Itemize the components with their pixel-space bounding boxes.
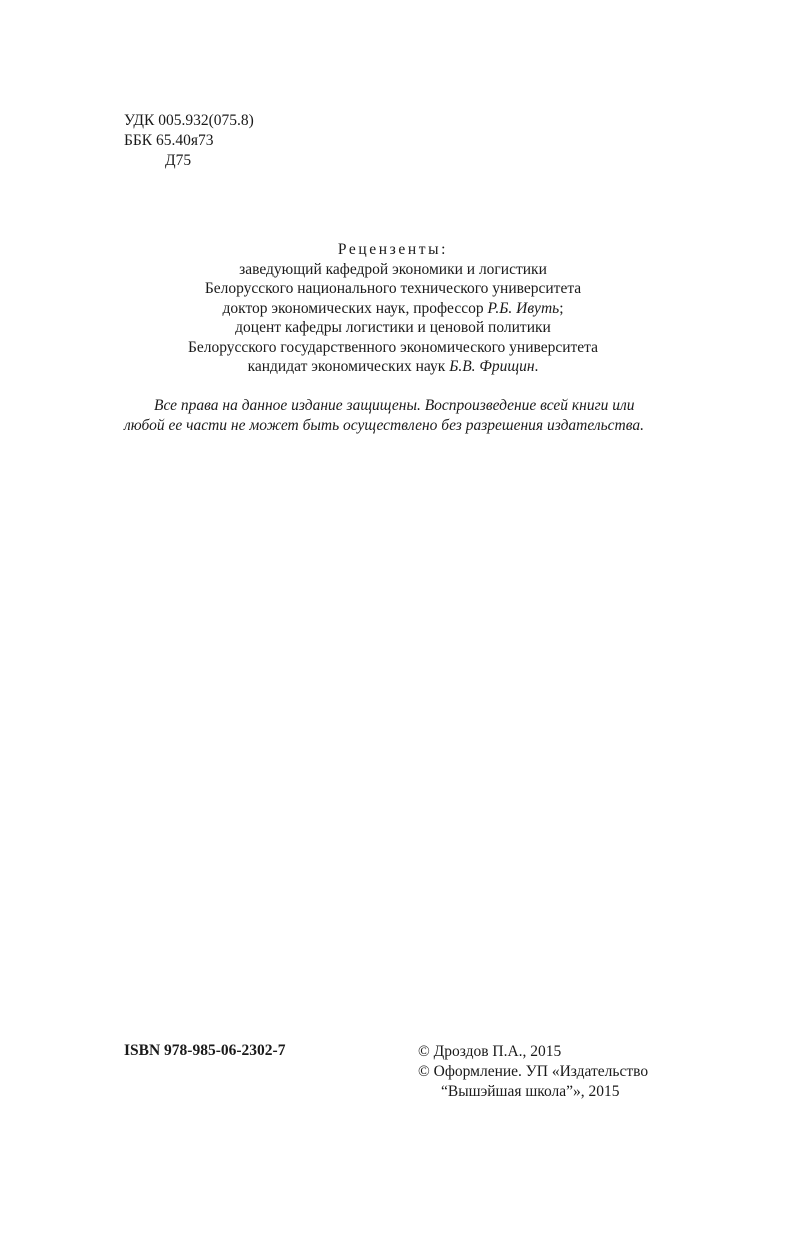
isbn: ISBN 978-985-06-2302-7 [124, 1042, 286, 1059]
reviewer-name: Р.Б. Ивуть [487, 299, 560, 317]
copyright-block [418, 1042, 648, 1102]
reviewers-heading: Рецензенты: [337, 241, 449, 258]
reviewer-line [0, 299, 786, 319]
rights-line: любой ее части не может быть осуществлено без разрешения издательства. [124, 416, 644, 434]
reviewer-title: доктор экономических наук, профессор [222, 299, 488, 317]
udk-code: УДК 005.932(075.8) [124, 112, 254, 129]
punctuation: . [534, 358, 539, 375]
rights-line: Все права на данное издание защищены. Воспроизведение всей книги или [154, 397, 635, 414]
reviewer-line: заведующий кафедрой экономики и логистики [239, 260, 547, 278]
punctuation: ; [559, 299, 564, 317]
reviewer-line [0, 357, 786, 377]
classification-codes [124, 111, 254, 171]
reviewer-line: Белорусского национального технического университета [204, 280, 582, 297]
bbk-code: ББК 65.40я73 [124, 132, 214, 149]
reviewer-line: Белорусского государственного экономического университета [187, 338, 599, 356]
reviewers-block [0, 240, 786, 377]
reviewer-title: кандидат экономических наук [247, 358, 450, 375]
author-mark: Д75 [165, 152, 192, 169]
copyright-author: © Дроздов П.А., 2015 [418, 1043, 562, 1060]
copyright-design-cont: “Вышэйшая школа”», 2015 [441, 1083, 620, 1100]
rights-notice [124, 396, 714, 435]
copyright-design: © Оформление. УП «Издательство [418, 1063, 649, 1080]
reviewer-line: доцент кафедры логистики и ценовой политики [235, 319, 551, 336]
reviewer-name: Б.В. Фрищин [449, 358, 535, 375]
